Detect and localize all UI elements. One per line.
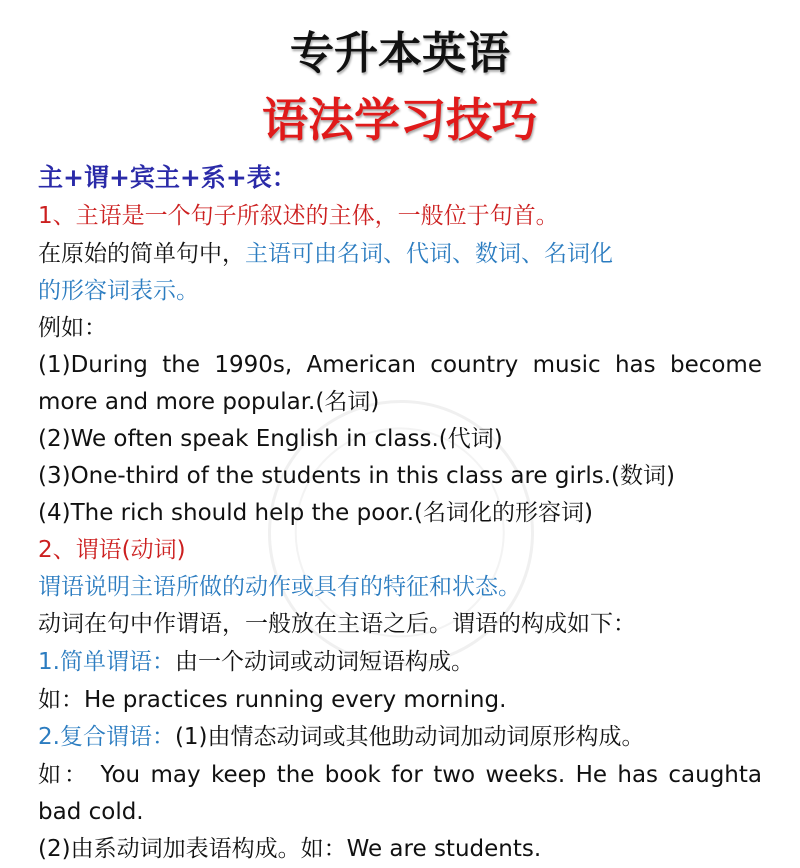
point1-lead: 在原始的简单句中， [38, 241, 245, 267]
compound-desc-2: (2)由系动词加表语构成。如：We are students. [38, 836, 542, 862]
point2-intro: 动词在句中作谓语，一般放在主语之后。谓语的构成如下： [38, 611, 636, 637]
compound-predicate-desc: (1)由情态动词或其他助动词加动词原形构成。 [174, 724, 645, 750]
page-title: 专升本英语 [290, 28, 510, 79]
simple-predicate-desc: 由一个动词或动词短语构成。 [174, 649, 474, 675]
point1-heading: 1、主语是一个句子所叙述的主体，一般位于句首。 [38, 203, 559, 229]
compound-predicate-label: 2.复合谓语： [38, 724, 175, 750]
example-1-line-a: (1)During the 1990s, American country music has become [38, 352, 762, 378]
example-2: (2)We often speak English in class.(代词) [38, 426, 503, 452]
compound-example-line-b: bad cold. [38, 799, 144, 825]
page-subtitle: 语法学习技巧 [262, 93, 538, 147]
compound-predicate-line [38, 719, 762, 756]
simple-predicate-label: 1.简单谓语： [38, 649, 175, 675]
point2-heading: 2、谓语(动词) [38, 537, 186, 563]
point2-definition: 谓语说明主语所做的动作或具有的特征和状态。 [38, 574, 521, 600]
example-3: (3)One-third of the students in this class are girls.(数词) [38, 463, 675, 489]
point1-highlight-a: 主语可由名词、代词、数词、名词化 [245, 241, 613, 267]
point1-highlight-b: 的形容词表示。 [38, 278, 199, 304]
section-heading: 主+谓+宾主+系+表： [38, 163, 297, 192]
example-4: (4)The rich should help the poor.(名词化的形容词) [38, 500, 593, 526]
simple-predicate-line [38, 644, 762, 681]
example-label: 例如： [38, 315, 107, 341]
simple-predicate-example: 如：He practices running every morning. [38, 687, 507, 713]
compound-example-line-a: 如： You may keep the book for two weeks. He has caughta [38, 762, 762, 788]
point1-lead-line [38, 236, 762, 273]
example-1-line-b: more and more popular.(名词) [38, 389, 380, 415]
